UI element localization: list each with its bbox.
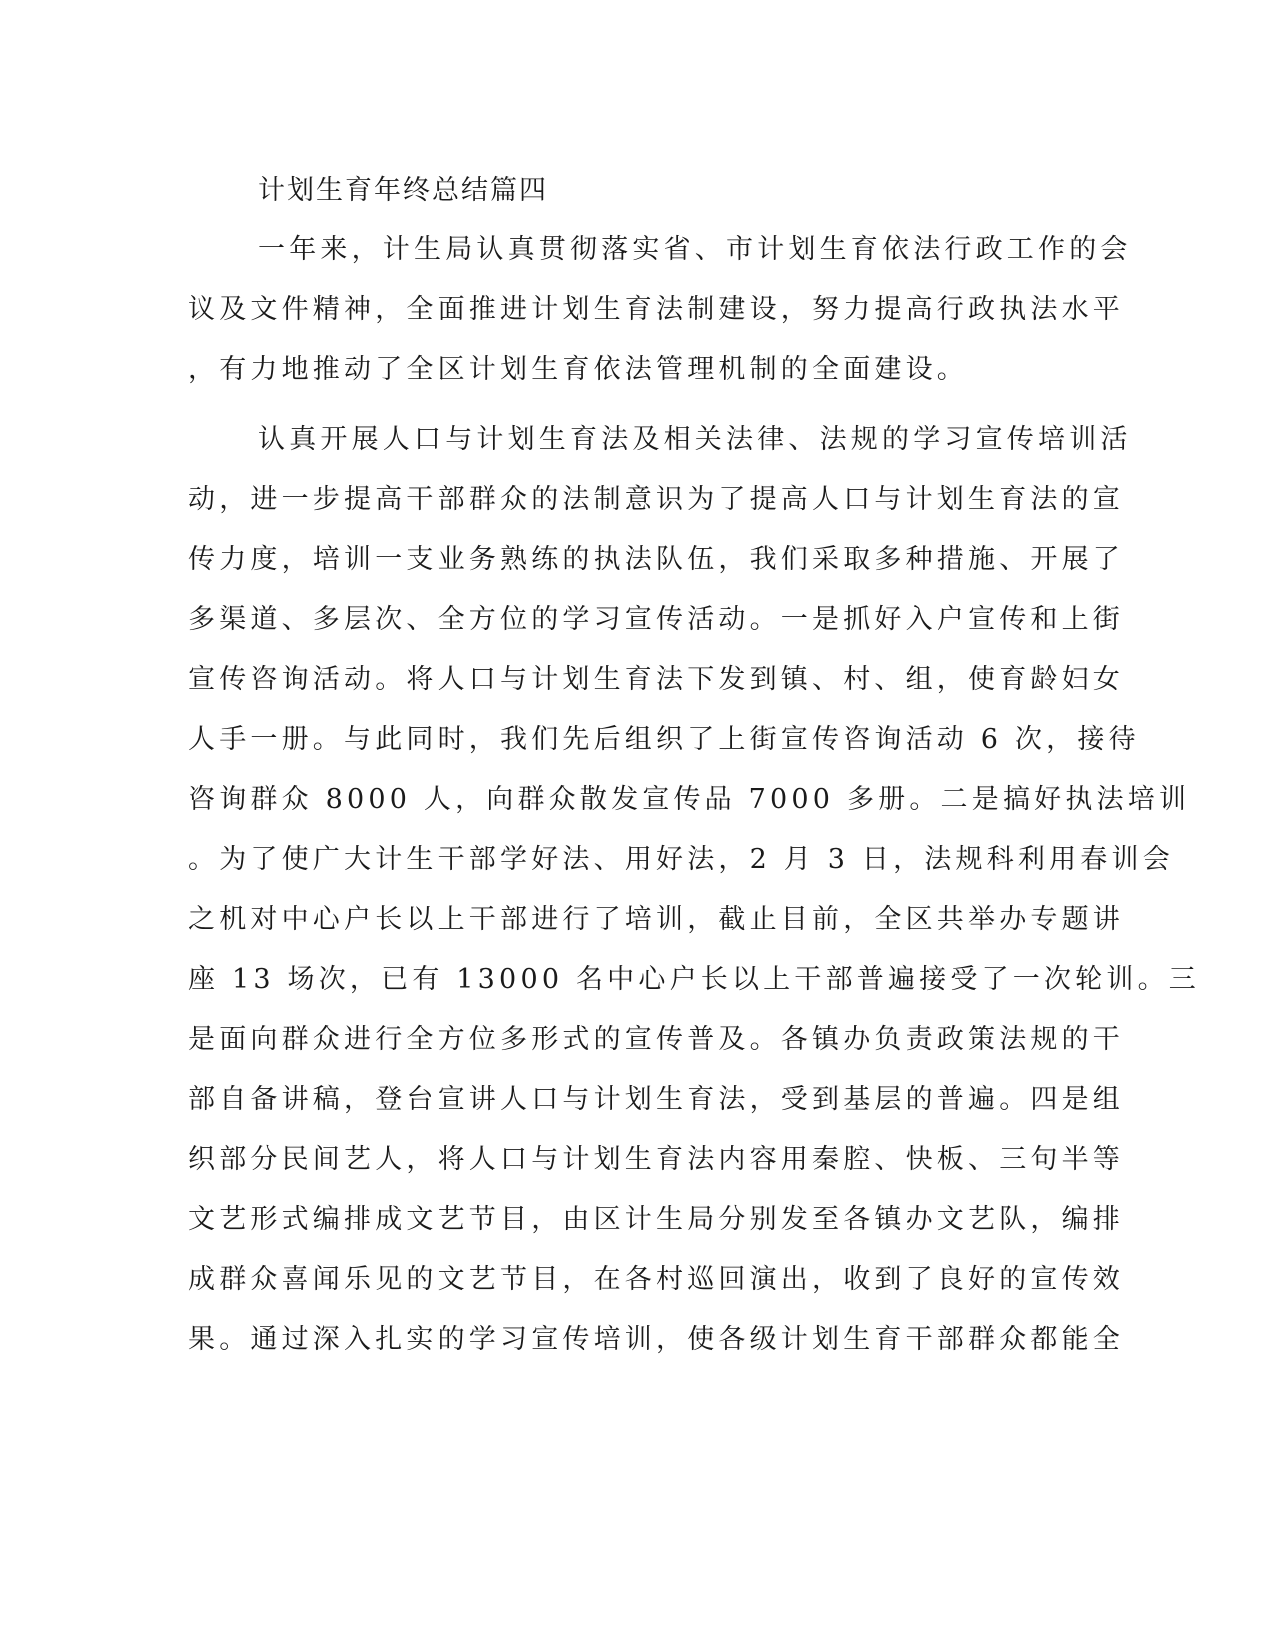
document-title: 计划生育年终总结篇四 <box>258 175 548 206</box>
text-line: 文艺形式编排成文艺节目，由区计生局分别发至各镇办文艺队，编排 <box>188 1204 1124 1235</box>
paragraph-gap <box>188 400 1073 410</box>
text-line: 一年来，计生局认真贯彻落实省、市计划生育依法行政工作的会 <box>258 234 1132 265</box>
text-line: 咨询群众 8000 人，向群众散发宣传品 7000 多册。二是搞好执法培训 <box>188 784 1191 815</box>
text-line: 宣传咨询活动。将人口与计划生育法下发到镇、村、组，使育龄妇女 <box>188 664 1124 695</box>
text-line: 是面向群众进行全方位多形式的宣传普及。各镇办负责政策法规的干 <box>188 1024 1124 1055</box>
text-line: ，有力地推动了全区计划生育依法管理机制的全面建设。 <box>188 354 968 385</box>
document-body <box>188 162 1200 1370</box>
text-line: 成群众喜闻乐见的文艺节目，在各村巡回演出，收到了良好的宣传效 <box>188 1264 1124 1295</box>
text-line: 之机对中心户长以上干部进行了培训，截止目前，全区共举办专题讲 <box>188 904 1124 935</box>
text-line: 动，进一步提高干部群众的法制意识为了提高人口与计划生育法的宣 <box>188 484 1124 515</box>
text-line: 议及文件精神，全面推进计划生育法制建设，努力提高行政执法水平 <box>188 294 1124 325</box>
paragraph-intro <box>188 220 1132 400</box>
text-line: 座 13 场次，已有 13000 名中心户长以上干部普遍接受了一次轮训。三 <box>188 964 1200 995</box>
paragraph-publicity <box>188 410 1200 1370</box>
text-line: 果。通过深入扎实的学习宣传培训，使各级计划生育干部群众都能全 <box>188 1324 1124 1355</box>
text-line: 。为了使广大计生干部学好法、用好法，2 月 3 日，法规科利用春训会 <box>188 844 1174 875</box>
text-line: 传力度，培训一支业务熟练的执法队伍，我们采取多种措施、开展了 <box>188 544 1124 575</box>
text-line: 多渠道、多层次、全方位的学习宣传活动。一是抓好入户宣传和上街 <box>188 604 1124 635</box>
text-line: 织部分民间艺人，将人口与计划生育法内容用秦腔、快板、三句半等 <box>188 1144 1124 1175</box>
text-line: 人手一册。与此同时，我们先后组织了上街宣传咨询活动 6 次，接待 <box>188 724 1140 755</box>
text-line: 认真开展人口与计划生育法及相关法律、法规的学习宣传培训活 <box>258 424 1132 455</box>
text-line: 部自备讲稿，登台宣讲人口与计划生育法，受到基层的普遍。四是组 <box>188 1084 1124 1115</box>
